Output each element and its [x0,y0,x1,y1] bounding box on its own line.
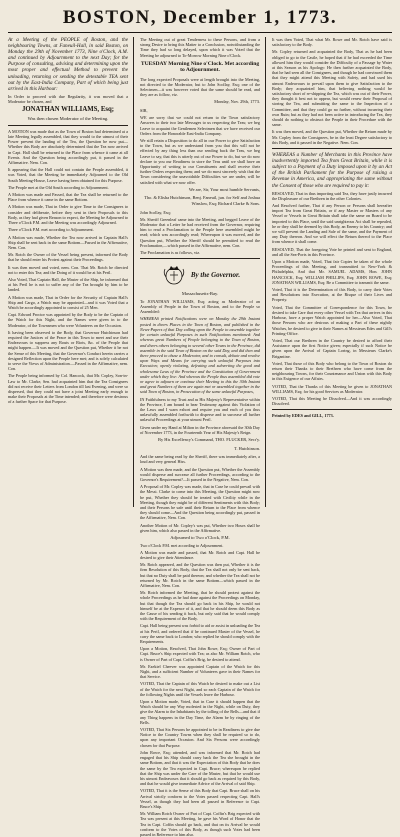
whereas-clause: WHEREAS a Number of Merchants in this Province have inadvertently imported Tea from Great Britain, while it is subject to a Payment of a Duty imposed upon it by an Act of the British Parliament for the Purpose of raising a Revenue in America, and appropriating the same without the Consent of those who are required to pay it: [272,152,392,189]
paragraph: And the same being read by the Sheriff, there was immediately after, a loud and very general Hiss. [140,454,260,465]
paragraph: A Motion was made and passed, that Mr. Rotch and Capt. Hall be desired to give their Attendance. [140,549,260,560]
paragraph: Capt. Edward Proctor was appointed by the Body to be the Captain of the Watch for this Night, and the Names were given in to the Moderator, of the Townsmen who were Volunteers on the Occasion. [8,312,128,328]
column-1 [8,37,134,507]
proclamation-body: WHEREAS printed Notifications were on Monday the 29th Instant posted in divers Places in the Town of Boston, and published in the News-Papers of that Day calling upon the People to assemble together for certain unlawful Purposes in such Notifications mentioned: And whereas great Numbers of People belonging to the Town of Boston, and divers others belonging to several other Towns in the Province, did assemble in the said Town of Boston on the said Day, and did then and there proceed to chuse a Moderator, and to consult, debate and resolve upon Ways and Means for carrying such unlawful Purposes into Execution; openly violating, defeating and subverting the good and wholesome Laws of the Province and the Constitution of Government under which they live: And whereas the People thus assembled did vote or agree to adjourn or continue their Meeting to this the 30th Instant and great Numbers of them are again met or assembled together in the said Town of Boston, in Prosecution of the same unlawful Purposes, [140,316,260,395]
paragraph: A Motion was made and Passed, that the Tea shall be returned to the Place from whence it came in the same Bottom. [8,192,128,203]
paragraph: We still retain a Disposition to do all in our Power to give Satisfaction to the Town, but as we understand from you that this will not be effected by any thing less than our sending back the Teas, we beg Leave to say, that this is utterly out of our Power to do, but we do now declare to you our Readiness to store the Teas until we shall have an Opportunity of writing to our Constituents and shall receive their further Orders respecting them; and we do most sincerely wish that the Town considering the unavoidable Difficulties we are under, will be satisfied with what we now offer. [140,138,260,185]
resolution: VOTED, That the Thanks of this Meeting be given to JONATHAN WILLIAMS, Esq; for his good Services as Moderator. [272,383,392,394]
paragraph: Mr. Sheriff Greenleaf came into the Meeting, and begged Leave of the Moderator that a Letter he had received from the Governor, requiring him to read a Proclamation to the People here assembled might be read; which was accordingly read; Whereupon it was moved, and the Question put, Whether the Sheriff should be permitted to read the Proclamation,—which passed in the Affirmative, nem. Con. [140,216,260,248]
paragraph: IN Faithfulness to my Trust and as His Majesty's Representative within the Province, I am bound to bear Testimony against this Violation of the Laws and I warn exhort and require you and each of you thus unlawfully assembled forthwith to disperse and to surcease all further unlawful Proceedings at your utmost Peril. [140,396,260,423]
resolution: RESOLVED, That the foregoing Vote be printed and sent to England, and all the Sea-Ports in this Province. [272,246,392,257]
paragraph: VOTED, That Six Persons be appointed to be in Readiness to give due Notice to the Country Towns when they shall be required so to do, upon any important Occasion. And Six Persons were accordingly chosen for that Purpose. [140,727,260,748]
governor-signature: T. Hutchinson. [234,445,260,451]
paragraph: Mr. Ezekiel Cheever was appointed Captain of the Watch for this Night, and a sufficient Number of Volunteers gave in their Names for that Service. [140,663,260,680]
paragraph: The People met at the Old South according to Adjournment. [8,184,109,190]
resolution: And Resolved further, That if any Person or Persons shall hereafter import Tea from Great Britain, or if any Master or Masters of any Vessel or Vessels in Great Britain shall take the same on Board to be imported to this Place, until the said unrighteous Act shall be repealed, he or they shall be deemed by this Body, an Enemy to his Country; and we will prevent the Landing and Sale of the same, and the Payment of any Duty thereon. And we will effect the Return thereof to the Place from whence it shall come. [272,203,392,245]
paragraph: Given under my Hand at Milton in the Province aforesaid the 30th Day of November 1773, in the Fourteenth Year of His Majesty's Reign. [140,424,260,435]
columns [8,37,392,837]
letter-recipient: John Scollay, Esq; [140,209,171,215]
province-name: Massachusetts-Bay. [181,291,219,297]
meeting-intro: At a Meeting of the PEOPLE of Boston, and the neighbouring Towns, at Faneuil-Hall, in said Boston, on Monday the 29th of November 1773, Nine o'Clock, A.M. and continued by Adjournment to the next Day; for the Purpose of consulting, advising and determining upon the most proper and effectual Method to prevent the unloading, returning or sending the detestable TEA sent out by the East-India Company, Part of which being just arrived in this Harbour: [8,37,128,92]
paragraph: It having been observed to the Body, that Governor Hutchinson had required the Justices of the Peace in this Town to meet and use their Endeavours to suppress any Routs or Riots, &c. of the People that might happen.—It was moved and the Question put, Whether it be not the Sense of this Meeting, that the Governor's Conduct herein carries a designed Reflection upon the People here met; and is solely calculated to serve the Views of Administration.—Passed in the Affirmative, nem. Con. [8,329,128,372]
letter-salutation: SIR, [140,108,148,114]
paragraph: Three o'Clock P.M. met according to Adjournment. [8,227,94,233]
paragraph: Capt. Hall being present was forbid to aid or assist in unloading the Tea at his Peril, and ordered that if he continued Master of the Vessel, he carry the same back to London; who replied he should comply with the Requirements. [140,623,260,645]
moderator-note: Was then chosen Moderator of the Meeting. [27,116,109,122]
paragraph: The long expected Proposals were at length brought into the Meeting, not directed to the Moderator, but to John Scollay, Esq; one of the Selectmen—it was however voted that the same should be read, and they are as follow, viz. [140,76,260,98]
paragraph: A Motion was made, Whether the Tea now arrived in Captain Hall's Ship shall be sent back in the same Bottom—Passed in the Affirmative, Nem. Con. [8,234,128,250]
paragraph: A Motion was made, That in Order to give Time to the Consignees to consider and deliberate, before they sent in their Proposals to this Body, as they had given Reason to expect, the Meeting be Adjourned to Three o'Clock P.M. and the Meeting was accordingly Adjourned. [8,204,128,226]
letter-closing: We are, Sir, Your most humble Servants, [188,186,260,192]
resolution: Voted, That it is the Determination of this Body, to carry their Votes and Resolutions into Execution, at the Risque of their Lives and Property. [272,287,392,303]
paragraph: Upon a Motion made, Voted, that in Case it should happen that the Watch should be any Way molested in the Night, while on Duty, they give the Alarm to the Inhabitants by the tolling of the Bells—and that if any Thing happens in the Day Time, the Alarm be by ringing of the Bells. [140,699,260,725]
resolution: VOTED, That this Meeting be Dissolved—And it was accordingly Dissolved. [272,395,392,407]
royal-crest-icon [160,263,188,287]
masthead [8,7,392,33]
paragraph: It was then Voted, That what Mr. Rowe and Mr. Rotch have said is satisfactory to the Body. [272,37,392,48]
paragraph: A Motion was then made, and the Question put, Whether the Assembly would disperse and surcease all further Proceedings, according to the Governor's Requirement?—It passed in the Negative, Nem. Con. [140,466,260,482]
adjourned-line: Adjourned to Two o'Clock, P.M. [170,534,230,540]
paragraph: John Rowe, Esq; attended, and was informed that Mr. Rotch had engaged that his Ship should carry back the Tea she brought in the same Bottom, and that it was the Expectation of this Body that he does the same by the Tea expected in Capt. Bruce; whereupon he replied that the Ship was under the Care of the Master, but that he would use his utmost Endeavours that it should go back as required by this Body, and that he would give immediate Advice of the Arrival of said Ship. [140,749,260,787]
paragraph: It was then moved and voted, nem. Con. That Mr. Rotch be directed not to enter this Tea; and the Doing of it would be at his Peril. [8,264,128,275]
paragraph: The People being informed by Col. Hancock, that Mr. Copley, Son-in-Law to Mr. Clarke, Sen. had acquainted him that the Tea Consignees did not receive their Letters from London till last Evening, and were so dispersed, that they could not have a joint Meeting early enough to make their Proposals at the Time intended; and therefore were desirous of a further Space for that Purpose. [8,373,128,405]
resolution-moderator: In Order to proceed with due Regularity, it was moved that a Moderator be chosen, and [8,93,128,105]
resolution: Voted, That those of this Body who belong to the Town of Boston do return their Thanks to their Brethren who have come from the neighbouring Towns, for their Countenance and Union with this Body in this Exigence of our Affairs. [272,360,392,382]
divider [272,409,392,410]
resolution: RESOLVED, That in thus importing said Tea, they have justly incurred the Displeasure of our Brethren in the other Colonies. [272,190,392,201]
resolution: Upon a Motion made, Voted, That fair Copies be taken of the whole Proceedings of this Meeting, and transmitted to New-York & Philadelphia, And that Mr. SAMUEL ADAMS, Hon. JOHN HANCOCK, Esq; WILLIAM PHILLIPS, Esq; JOHN ROWE, Esq; JONATHAN WILLIAMS, Esq; Be a Committee to transmit the same. [272,259,392,285]
proclamation-address: To JONATHAN WILLIAMS, Esq; acting as Moderator of an Assembly of People in the Town of Boston, and to the People so Assembled: [140,298,260,315]
column-3 [272,37,392,507]
paragraph: Also Voted, That Captain Hall, the Master of the Ship, be informed that at his Peril he is not to suffer any of the Tea brought by him to be landed. [8,276,128,293]
resolution: Voted, That the Committee of Correspondence for this Town, be desired to take Care that every other Vessel with Tea that arrives in this Harbour, have a proper Watch appointed for her—Also Voted, That those Persons who are desirous of making a Part of these nightly Watches, be desired to give in their Names at Messieurs Edes and Gill's Printing-Office. [272,304,392,336]
resolution: Voted, That our Brethren in the Country be desired to afford their Assistance upon the first Notice given; especially if such Notice be given upon the Arrival of Captain Loring, in Messieurs Clarke's Brigantine. [272,337,392,359]
paragraph: VOTED, That the Captain of this Watch be desired to make out a List of the Watch for the next Night, and so each Captain of the Watch for the following Nights until the Vessels leave the Harbour. [140,681,260,697]
proclamation-header [140,263,260,287]
paragraph: It was then moved, and the Question put, Whether the Return made by Mr. Copley from the Consignees, be in the least Degree satisfactory to this Body, and it passed in the Negative. Nem. Con. [272,129,392,145]
moderator-name: JONATHAN WILLIAMS, Esq; [21,106,115,114]
paragraph: The Meeting out of great Tenderness to these Persons, and from a strong Desire to bring this Matter to a Conclusion, notwithstanding the Time they had so long delayed, upon which it was Voted that the Meeting be adjourned to To-Morrow Morning Nine o'Clock. [140,37,260,58]
letter-date: Monday, Nov. 29th, 1773. [214,99,260,105]
divider [8,125,128,126]
paragraph: A Motion was made, That in Order for the Security of Captain Hall's Ship and Cargo, a Watch may be appointed—and it was Voted that a Watch be accordingly appointed to consist of 25 Men. [8,294,128,310]
broadside-page [8,7,392,837]
paragraph: VOTED, That it is the Sense of this Body that Capt. Bruce shall on his Arrival strictly conform to the Votes passed respecting Capt. Hall's Vessel, as though they had been all passed in Reference to Capt. Bruce's Ship. [140,788,260,809]
masthead-title: BOSTON, December 1, 1773. [62,7,338,28]
column-2 [140,37,266,837]
divider [272,148,392,149]
paragraph: Another Motion of Mr. Copley's was put, Whether two Hours shall be given him, which also passed in the Affirmative. [140,522,260,533]
letter-signers: Tho. & Elisha Hutchinson, Benj. Faneuil, jun. for Self and Joshua Winslow, Esq; Richard Clarke & Sons. [144,195,260,207]
paragraph: Mr. Rotch the Owner of the Vessel being present, informed the Body that he should enter his Protest against their Proceedings. [8,252,128,263]
secretary-signature: By His Excellency's Command, THO. FLUCKER, Secr'y. [158,436,260,442]
paragraph: The Proclamation is as follows, viz. [140,250,201,256]
printer-imprint: Printed by EDES and GILL, 1773. [272,413,334,419]
paragraph: Mr. Copley returned and acquainted the Body, That as he had been obliged to go to the Castle, he hoped that if he had exceeded the Time allowed him they would consider the Difficulty of a Passage by Water at this Season as his Apology: He then further acquainted the Body, that he had seen all the Consignees, and though he had convinced them that they might attend this Meeting with Safety, and had used his utmost Endeavours to prevail upon them to give Satisfaction to the Body; they acquainted him, that believing nothing would be satisfactory short of re-shipping the Tea, which was out of their Power, they thought it best not to appear, but would renew their Proposal of storing the Tea, and submitting the same to the Inspection of a Committee, and that they could go no further, without incurring their own Ruin; but as they had not been active in introducing the Tea, they should do nothing to obstruct the People in their Procedure with the same. [272,49,392,128]
paragraph: Upon a Motion, Resolved, That John Rowe, Esq; Owner of Part of Capt. Bruce's Ship expected with Tea; as also Mr. William Rotch, who is Owner of Part of Capt. Coffin's Brig, be desired to attend. [140,646,260,662]
paragraph: Mr. William Rotch Owner of Part of Capt. Coffin's Brig expected with Tea was present at this Meeting, he gave his Word of Honor that the Tea in Capt. Coffin should go back, and that on its Arrival he would conform to the Votes of this Body, as though such Votes had been passed in Reference to him also. [140,811,260,837]
proclamation-title: By the Governor. [190,271,241,280]
paragraph: Two o'Clock P.M. met according to Adjournment. [140,542,224,548]
paragraph: WE are sorry that we could not return to the Town satisfactory Answers to their two late Messages to us respecting the Teas; we beg Leave to acquaint the Gentlemen Selectmen that we have received our Orders from the Honorable East-India Company. [140,115,260,136]
divider [140,258,260,259]
paragraph: Mr. Rotch appeared, and the Question was then put, Whether it is the firm Resolution of this Body, that the Tea shall not only be sent back, but that no Duty shall be paid thereon; and whether the Tea shall not be returned by Mr. Rotch in the same Bottom—which passed in the Affirmative, Nem. Con. [140,562,260,588]
paragraph: A MOTION was made that as the Town of Boston had determined at a late Meeting legally assembled, that they would to the utmost of their Power prevent the landing of the Tea, the Question be now put—Whether this Body are absolutely determined that the Tea now arrived in Capt. Hall shall be returned to the Place from whence it came at all Events. And the Question being accordingly put, it passed in the Affirmative. Nem. Con. [8,128,128,166]
paragraph: It appearing that the Hall could not contain the People assembled, it was Voted, that the Meeting be immediately Adjourned to the Old South Meeting-House, Leave having been obtained for this Purpose. [8,167,128,183]
tuesday-heading: TUESDAY Morning Nine o'Clock. Met according to Adjournment. [140,60,260,74]
paragraph: A Proposal of Mr. Copley was made, that in Case he could prevail with the Messi. Clarke to come into this Meeting, the Question might now be put, Whether they should be treated with Civility while in the Meeting, though they might be of different Sentiments with this Body; and their Persons be safe until their Return to the Place from whence they should come—And the Question being accordingly put, passed in the Affirmative, Nem. Con. [140,484,260,521]
paragraph: Mr. Rotch informed the Meeting, that he should protest against the whole Proceedings as he had done against the Proceedings on Monday, but that though the Tea should go back in his Ship, he would not himself be at the Expence of it, and that he should deem this Body as the Cause of his sending it back, but only said that he would comply with the Requirement of the Body. [140,590,260,622]
